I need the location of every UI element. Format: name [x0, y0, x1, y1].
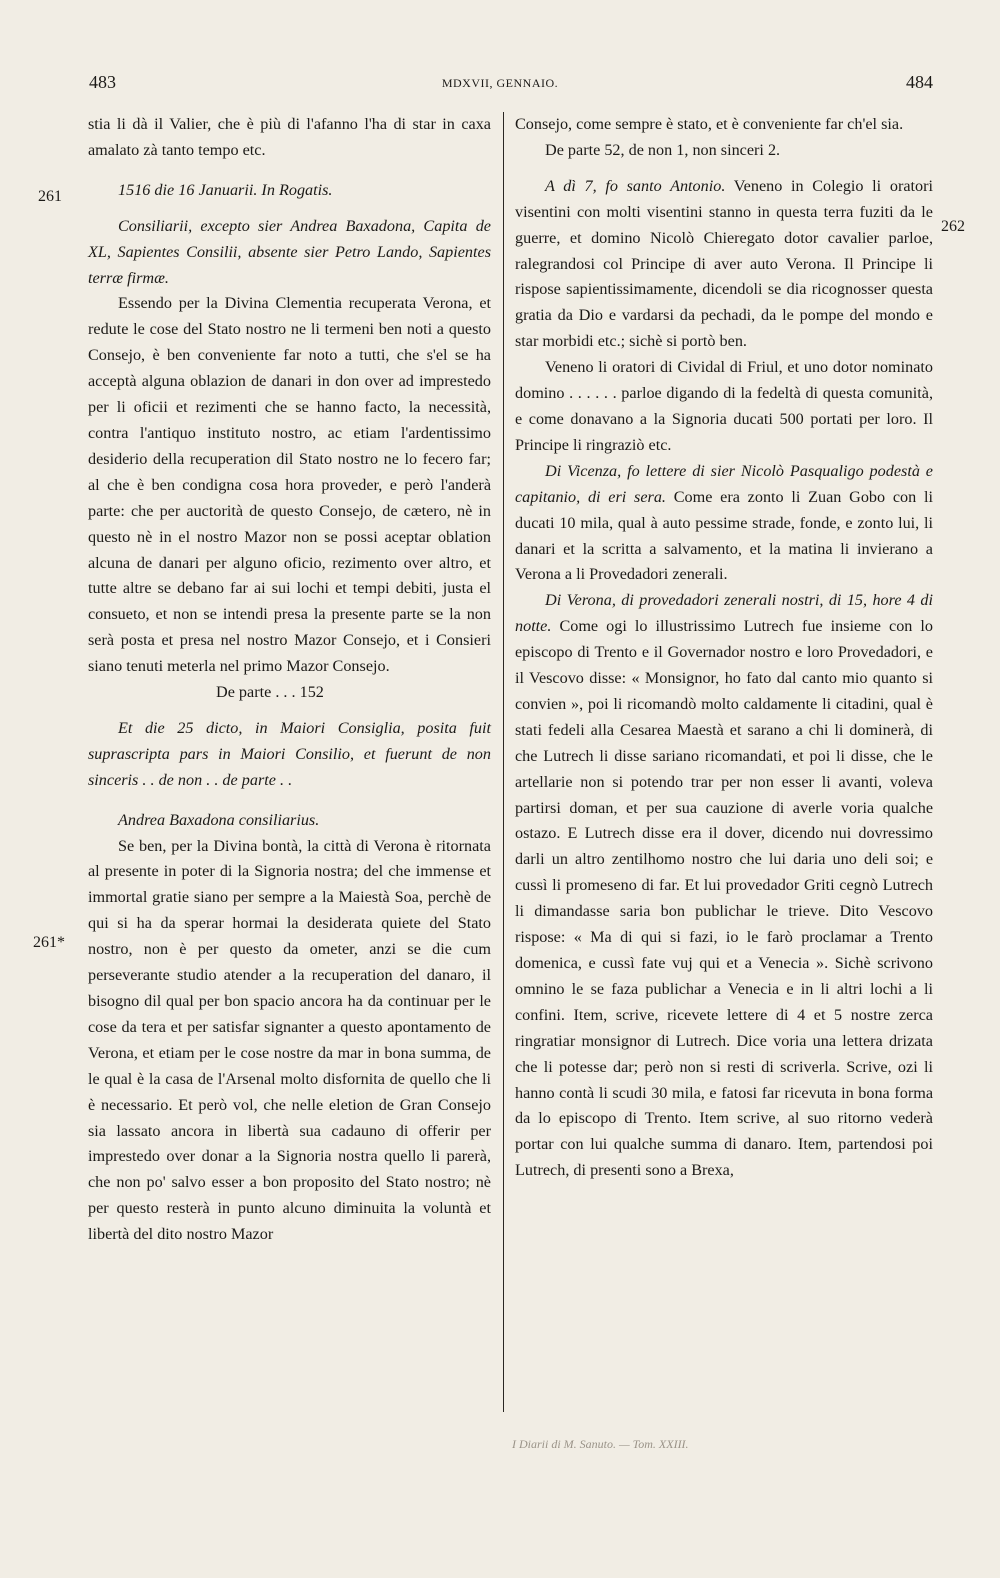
page-number-left: 483	[89, 72, 116, 92]
paragraph: Essendo per la Divina Clementia recuperata Verona, et redute le cose del Stato nostro ne li termeni ben noti a questo Consejo, è ben conveniente far noto a tutti, che s'el se ha acceptà alguna oblazion de danari in don over ad imprestedo per li oficii et rezimenti che se hanno facto, la necessità, contra l'antiquo instituto nostro, ac etiam l'ardentissimo desiderio della recuperation dil Stato nostro ne lo fecero far; al che è ben condigna cosa hora proveder, e però l'anderà parte: che per auctorità de questo Consejo, de cætero, nè in questo nè in el nostro Mazor non se possi aceptar oblation alcuna de danari per alguno oficio, rezimento over altro, et tutte altre se debano far ai sui lochi et tempi debiti, justa el consueto, et non se intendi presa la presente parte se la non serà posta et presa nel nostro Mazor Consejo, et i Consieri siano tenuti meterla nel primo Mazor Consejo.	[88, 294, 491, 676]
proposer-heading: Andrea Baxadona consiliarius.	[118, 810, 320, 829]
entry-heading: Di Vicenza, fo lettere di sier Nicolò Pasqualigo podestà e capitanio, di eri sera.	[515, 461, 933, 506]
paragraph: Se ben, per la Divina bontà, la città di Verona è ritornata al presente in poter di la Signoria nostra; del che immense et immortal gratie siano per sempre a la Maiestà Soa, perchè de qui si ha da sperar hormai la desiderata quiete del Stato nostro, non è per questo da ometer, anzi se die cum perseverante studio atender a la recuperation del danaro, il bisogno dil qual per bon spacio ancora ha da continuar per le cose da tera et per satisfar signanter a questo apontamento de Verona, et etiam per le cose nostre da mar in bona summa, de le qual è la casa de l'Arsenal molto disfornita de quello che li è necessario. Et però vol, che nelle eletion de Gran Consejo sia lassato ancora in libertà sua cadauno di offerir per imprestedo over donar a la Signoria nostra quello li parerà, che non po' salvo esser a bon proposito del Stato nostro; nè per questo resterà in punto alcuno diminuita la voluntà et libertà del dito nostro Mazor	[88, 836, 491, 1244]
page-number-right: 484	[906, 72, 933, 92]
paragraph: Consejo, come sempre è stato, et è conveniente far ch'el sia.	[515, 115, 904, 133]
margin-number-262: 262	[941, 218, 965, 235]
entry-text: Come era zonto li Zuan Gobo con li ducati 10 mila, qual à auto pessime strade, fonde, e zonto lui, li danari et la scritta a salvamento, et la matina li invierano a Verona a li Provedadori zenerali.	[515, 487, 933, 584]
right-column	[515, 112, 933, 1184]
signature-mark: I Diarii di M. Sanuto. — Tom. XXIII.	[512, 1437, 689, 1451]
paragraph: stia li dà il Valier, che è più di l'afanno l'ha di star in caxa amalato zà tanto tempo etc.	[88, 115, 491, 159]
paragraph: Veneno li oratori di Cividal di Friul, et uno dotor nominato domino . . . . . . parloe digando di la fedeltà di questa comunità, e come donavano a la Signoria ducati 500 portati per loro. Il Principe li ringraziò etc.	[515, 358, 933, 454]
entry-heading: A dì 7, fo santo Antonio.	[545, 176, 726, 195]
vote-result: De parte 52, de non 1, non sinceri 2.	[545, 140, 781, 159]
council-note: Et die 25 dicto, in Maiori Consiglia, posita fuit suprascripta pars in Maiori Consilio, et fuerunt de non sinceris . . de non . . de parte . .	[88, 718, 491, 789]
proponents: Consiliarii, excepto sier Andrea Baxadona, Capita de XL, Sapientes Consilii, absente sier Petro Lando, Sapientes terræ firmæ.	[88, 216, 491, 287]
decree-heading: 1516 die 16 Januarii. In Rogatis.	[118, 180, 333, 199]
entry-text: Veneno in Colegio li oratori visentini con molti visentini stanno in questa terra fuziti da le guerre, et domino Nicolò Chieregato dotor cavalier parloe, ralegrandosi col Principe di aver auto Verona. Il Principe li rispose sapientissimamente, dicendoli se dia ricognosser questa gratia da Dio e vardarsi da pechadi, da le pompe del mondo e star morbidi etc.; sichè si portò ben.	[515, 176, 934, 351]
entry-text: Come ogi lo illustrissimo Lutrech fue insieme con lo episcopo di Trento e il Governador nostro e loro Provedadori, e il Vescovo disse: « Monsignor, ho fato dal canto mio quanto si convien », poi li ricomandò molto caldamente li citadini, qual è stati fedeli alla Cesarea Maestà et sarano a chi li dominerà, di che Lutrech li disse sariano ricomandati, et poi li disse, che le artellarie non si potendo trar per non esser li avanti, voleva partirsi doman, et per sua cauzione di averle voria qualche ostazo. E Lutrech disse era il dover, dicendo nui dovressimo darli un altro zentilhomo nostro che lui daria uno deli soi; e cussì li promeseno di far. Et lui provedador Griti cegnò Lutrech li dimandasse saria bon publichar le trieve. Dito Vescovo rispose: « Ma di qui si fazi, io le farò proclamar a Trento domenica, e cussì fate vuj qui et a Venecia ». Sichè scrivono omnino le se faza publichar a Venecia e in li altri lochi a li confini. Item, scrive, ricevete lettere di 4 et 5 nostre zerca ringratiar monsignor di Lutrech. Dice voria una lettera drizata che li potesse dar; però non si resti di scriverla. Scrive, ozi li hanno contà li scudi 30 mila, e fatosi far ricevuta in bona forma da lo episcopo di Trento. Item scrive, al suo ritorno vederà portar con lui qualche summa di danaro. Item, partendosi poi Lutrech, di presenti sono a Brexa,	[515, 617, 933, 1180]
vote-result: De parte . . . 152	[216, 683, 324, 702]
paragraph	[515, 174, 933, 355]
margin-number-261-star: 261*	[33, 934, 65, 951]
paragraph	[515, 459, 933, 589]
left-column	[88, 112, 491, 1248]
column-divider	[503, 112, 504, 1412]
paragraph	[515, 588, 933, 1184]
running-title: MDXVII, GENNAIO.	[441, 76, 559, 90]
entry-heading: Di Verona, di provedadori zenerali nostri, di 15, hore 4 di notte.	[515, 591, 933, 636]
margin-number-261: 261	[38, 188, 62, 205]
page-header	[0, 72, 1000, 100]
